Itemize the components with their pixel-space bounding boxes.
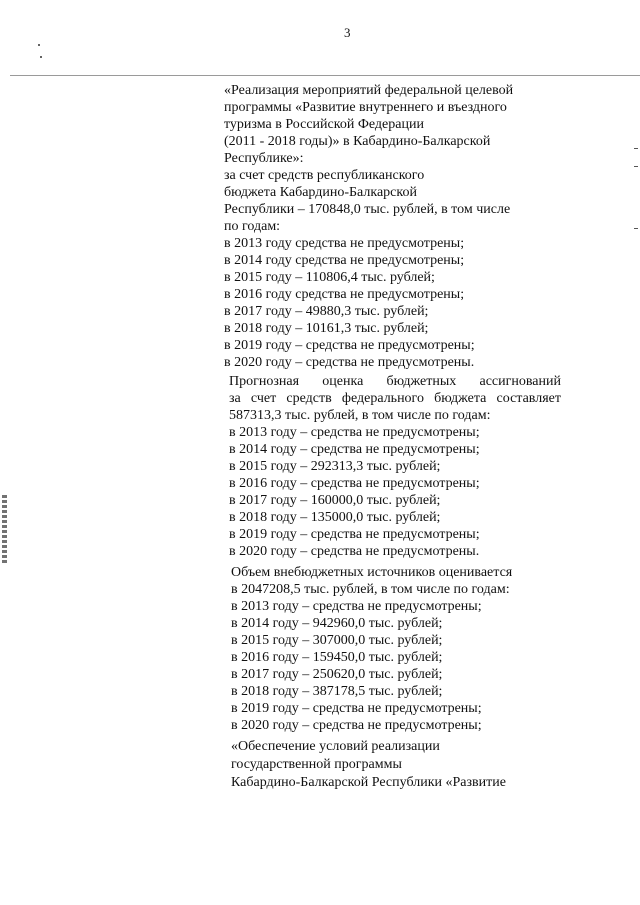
text-line: (2011 - 2018 годы)» в Кабардино-Балкарской <box>224 134 491 149</box>
text-line: в 2014 году – 942960,0 тыс. рублей; <box>231 616 443 631</box>
text-line: в 2013 году – средства не предусмотрены; <box>229 425 480 440</box>
text-line: по годам: <box>224 219 281 234</box>
text-line: программы «Развитие внутреннего и въездного <box>224 100 507 115</box>
text-line: в 2019 году – средства не предусмотрены; <box>224 338 475 353</box>
text-line: в 2017 году – 160000,0 тыс. рублей; <box>229 493 441 508</box>
text-line: туризма в Российской Федерации <box>224 117 424 132</box>
text-line: в 2020 году – средства не предусмотрены. <box>229 544 480 559</box>
text-line: в 2014 году средства не предусмотрены; <box>224 253 465 268</box>
text-line: в 2018 году – 135000,0 тыс. рублей; <box>229 510 441 525</box>
text-line: в 2015 году – 292313,3 тыс. рублей; <box>229 459 441 474</box>
text-line: в 2015 году – 110806,4 тыс. рублей; <box>224 270 435 285</box>
text-line: «Обеспечение условий реализации <box>231 739 440 754</box>
text-line: в 2020 году – средства не предусмотрены. <box>224 355 475 370</box>
text-line: в 2013 году средства не предусмотрены; <box>224 236 465 251</box>
text-line: в 2017 году – 49880,3 тыс. рублей; <box>224 304 429 319</box>
text-line: государственной программы <box>231 757 402 772</box>
text-line: в 2047208,5 тыс. рублей, в том числе по годам: <box>231 582 510 597</box>
text-line: в 2015 году – 307000,0 тыс. рублей; <box>231 633 443 648</box>
text-line: в 2016 году – средства не предусмотрены; <box>229 476 480 491</box>
text-line: за счет средств федерального бюджета составляет <box>229 391 561 406</box>
text-line: Республике»: <box>224 151 304 166</box>
text-line: в 2018 году – 10161,3 тыс. рублей; <box>224 321 429 336</box>
page-number: 3 <box>344 25 351 40</box>
text-line: за счет средств республиканского <box>224 168 425 183</box>
text-line: в 2017 году – 250620,0 тыс. рублей; <box>231 667 443 682</box>
text-line: «Реализация мероприятий федеральной целевой <box>224 83 514 98</box>
text-line: в 2013 году – средства не предусмотрены; <box>231 599 482 614</box>
text-line: в 2016 году – 159450,0 тыс. рублей; <box>231 650 443 665</box>
text-line: Объем внебюджетных источников оценивается <box>231 565 513 580</box>
text-line: в 2016 году средства не предусмотрены; <box>224 287 465 302</box>
text-line: Прогнозная оценка бюджетных ассигнований <box>229 374 561 389</box>
text-line: в 2019 году – средства не предусмотрены; <box>231 701 482 716</box>
text-line: 587313,3 тыс. рублей, в том числе по годам: <box>229 408 491 423</box>
text-line: в 2018 году – 387178,5 тыс. рублей; <box>231 684 443 699</box>
text-line: в 2014 году – средства не предусмотрены; <box>229 442 480 457</box>
text-line: в 2019 году – средства не предусмотрены; <box>229 527 480 542</box>
text-line: Кабардино-Балкарской Республики «Развитие <box>231 775 506 790</box>
text-line: Республики – 170848,0 тыс. рублей, в том числе <box>224 202 511 217</box>
text-line: в 2020 году – средства не предусмотрены; <box>231 718 482 733</box>
text-line: бюджета Кабардино-Балкарской <box>224 185 417 200</box>
